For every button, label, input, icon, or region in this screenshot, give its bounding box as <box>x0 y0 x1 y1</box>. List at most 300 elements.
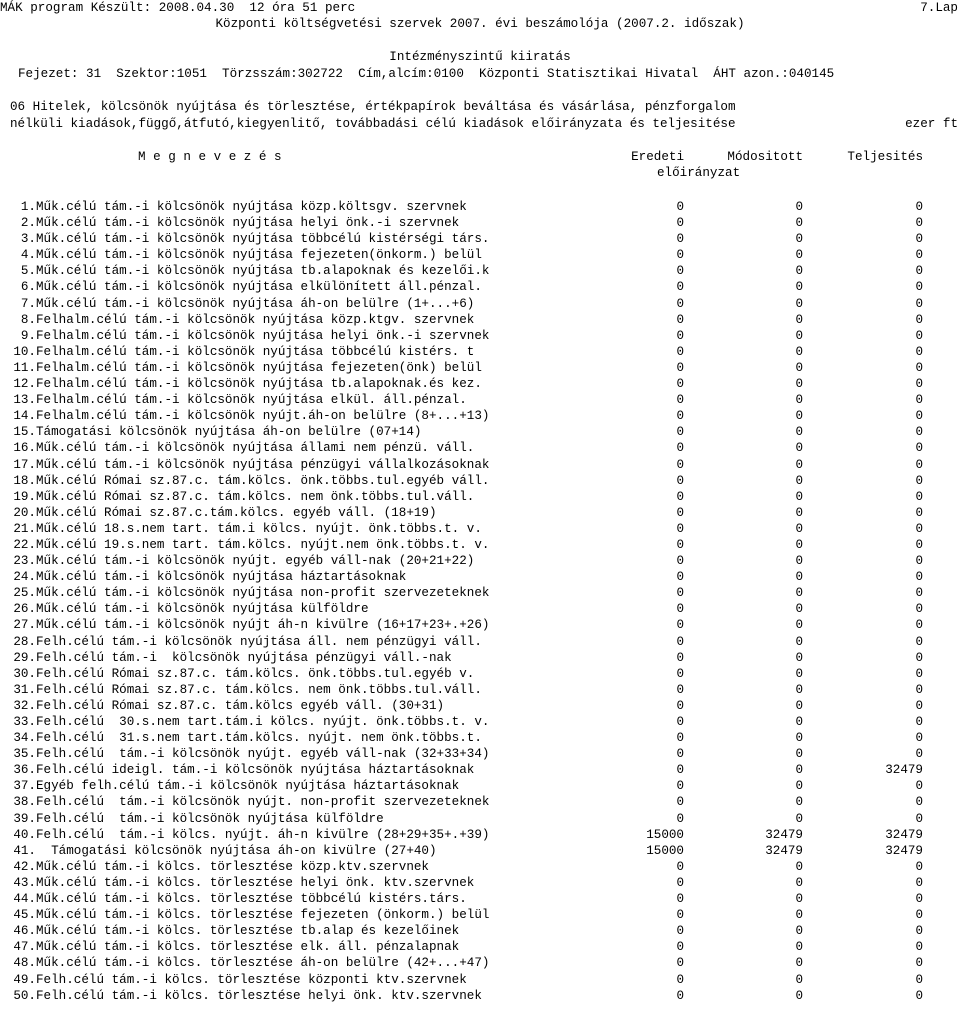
modified-value: 0 <box>795 232 803 247</box>
actual-value: 0 <box>915 731 923 746</box>
actual-value: 0 <box>915 666 923 681</box>
row-number: 27. <box>13 618 36 633</box>
actual-value: 32479 <box>885 827 923 842</box>
modified-value: 0 <box>795 747 803 762</box>
actual-value: 0 <box>915 650 923 665</box>
modified-value: 0 <box>795 650 803 665</box>
modified-value: 0 <box>795 666 803 681</box>
actual-value: 0 <box>915 602 923 617</box>
table-row <box>0 634 960 650</box>
row-number: 43. <box>13 875 36 890</box>
row-number: 19. <box>13 489 36 504</box>
row-number: 31. <box>13 682 36 697</box>
row-description: Felh.célú tám.-i kölcs. nyújt. áh-n kivülre (28+29+35+.+39) <box>36 827 490 842</box>
original-value: 0 <box>676 747 684 762</box>
table-row <box>0 698 960 714</box>
table-row <box>0 714 960 730</box>
row-number: 38. <box>13 795 36 810</box>
table-row <box>0 440 960 456</box>
original-value: 0 <box>676 393 684 408</box>
row-number: 45. <box>13 908 36 923</box>
modified-value: 0 <box>795 731 803 746</box>
section-title-2: nélküli kiadások,függő,átfutó,kiegyenlitő, továbbadási célú kiadások előirányzata és teljesitése <box>10 117 736 131</box>
row-description: Felhalm.célú tám.-i kölcsönök nyújtása többcélú kistérs. t <box>36 344 475 359</box>
table-row <box>0 666 960 682</box>
actual-value: 0 <box>915 554 923 569</box>
original-value: 0 <box>676 248 684 263</box>
table-row <box>0 875 960 891</box>
actual-value: 0 <box>915 377 923 392</box>
row-number: 30. <box>13 666 36 681</box>
table-row <box>0 585 960 601</box>
modified-value: 0 <box>795 570 803 585</box>
table-row <box>0 859 960 875</box>
row-description: Műk.célú tám.-i kölcsönök nyújt áh-n kivülre (16+17+23+.+26) <box>36 618 490 633</box>
original-value: 0 <box>676 634 684 649</box>
row-description: Egyéb felh.célú tám.-i kölcsönök nyújtása háztartásoknak <box>36 779 460 794</box>
actual-value: 0 <box>915 618 923 633</box>
original-value: 0 <box>676 795 684 810</box>
row-description: Műk.célú tám.-i kölcs. törlesztése tb.alap és kezelőinek <box>36 924 460 939</box>
original-value: 0 <box>676 875 684 890</box>
modified-value: 0 <box>795 393 803 408</box>
original-value: 0 <box>676 554 684 569</box>
modified-value: 0 <box>795 521 803 536</box>
table-row <box>0 827 960 843</box>
original-value: 0 <box>676 441 684 456</box>
row-description: Műk.célú tám.-i kölcsönök nyújtása tb.alapoknak és kezelői.k <box>36 264 490 279</box>
column-header-name: M e g n e v e z é s <box>138 150 282 164</box>
table-row <box>0 537 960 553</box>
actual-value: 0 <box>915 940 923 955</box>
original-value: 0 <box>676 666 684 681</box>
row-number: 46. <box>13 924 36 939</box>
table-row <box>0 231 960 247</box>
row-number: 23. <box>13 554 36 569</box>
table-row <box>0 215 960 231</box>
row-number: 25. <box>13 586 36 601</box>
row-description: Felh.célú 30.s.nem tart.tám.i kölcs. nyújt. önk.többs.t. v. <box>36 715 490 729</box>
table-row <box>0 279 960 295</box>
modified-value: 0 <box>795 473 803 488</box>
row-description: Támogatási kölcsönök nyújtása áh-on belülre (07+14) <box>36 425 422 440</box>
row-number: 8. <box>20 312 36 327</box>
column-header-original: Eredeti <box>631 150 684 164</box>
modified-value: 0 <box>795 200 803 214</box>
row-description: Felh.célú tám.-i kölcsönök nyújt. egyéb váll-nak (32+33+34) <box>36 747 490 762</box>
actual-value: 0 <box>915 956 923 971</box>
row-number: 37. <box>13 779 36 794</box>
row-description: Felh.célú tám.-i kölcsönök nyújt. non-profit szervezeteknek <box>36 795 490 810</box>
actual-value: 32479 <box>885 843 923 858</box>
original-value: 0 <box>676 328 684 343</box>
table-row <box>0 473 960 489</box>
original-value: 0 <box>676 409 684 424</box>
original-value: 0 <box>676 972 684 987</box>
row-number: 9. <box>20 328 36 343</box>
actual-value: 0 <box>915 892 923 907</box>
modified-value: 0 <box>795 586 803 601</box>
actual-value: 0 <box>915 328 923 343</box>
original-value: 0 <box>676 505 684 520</box>
row-number: 4. <box>20 248 36 263</box>
row-description: Felhalm.célú tám.-i kölcsönök nyújtása tb.alapoknak.és kez. <box>36 377 482 392</box>
table-row <box>0 553 960 569</box>
row-description: Műk.célú Római sz.87.c. tám.kölcs. önk.többs.tul.egyéb váll. <box>36 473 490 488</box>
row-description: Felh.célú Római sz.87.c. tám.kölcs. nem önk.többs.tul.váll. <box>36 682 482 697</box>
row-description: Műk.célú Római sz.87.c.tám.kölcs. egyéb váll. (18+19) <box>36 505 437 520</box>
row-number: 41. <box>13 843 36 858</box>
row-number: 24. <box>13 570 36 585</box>
actual-value: 0 <box>915 280 923 295</box>
table-row <box>0 907 960 923</box>
original-value: 0 <box>676 216 684 231</box>
row-description: Műk.célú tám.-i kölcs. törlesztése áh-on belülre (42+...+47) <box>36 956 490 971</box>
row-number: 49. <box>13 972 36 987</box>
actual-value: 0 <box>915 586 923 601</box>
actual-value: 0 <box>915 715 923 729</box>
row-description: Műk.célú 19.s.nem tart. tám.kölcs. nyújt.nem önk.többs.t. v. <box>36 537 490 552</box>
original-value: 0 <box>676 892 684 907</box>
row-description: Műk.célú tám.-i kölcsönök nyújtása állami nem pénzü. váll. <box>36 441 475 456</box>
original-value: 15000 <box>646 843 684 858</box>
table-row <box>0 650 960 666</box>
table-row <box>0 891 960 907</box>
row-number: 34. <box>13 731 36 746</box>
modified-value: 0 <box>795 264 803 279</box>
actual-value: 0 <box>915 859 923 874</box>
modified-value: 0 <box>795 940 803 955</box>
actual-value: 0 <box>915 795 923 810</box>
original-value: 0 <box>676 698 684 713</box>
row-number: 1. <box>20 200 36 214</box>
row-description: Műk.célú tám.-i kölcsönök nyújtása helyi önk.-i szervnek <box>36 216 460 231</box>
original-value: 0 <box>676 360 684 375</box>
modified-value: 0 <box>795 795 803 810</box>
row-description: Műk.célú tám.-i kölcs. törlesztése többcélú kistérs.társ. <box>36 892 467 907</box>
modified-value: 0 <box>795 216 803 231</box>
row-number: 21. <box>13 521 36 536</box>
actual-value: 32479 <box>885 763 923 778</box>
actual-value: 0 <box>915 972 923 987</box>
row-description: Műk.célú tám.-i kölcsönök nyújtása pénzügyi vállalkozásoknak <box>36 457 490 472</box>
modified-value: 0 <box>795 280 803 295</box>
row-number: 44. <box>13 892 36 907</box>
original-value: 0 <box>676 586 684 601</box>
row-number: 39. <box>13 811 36 826</box>
column-header-modified: Módositott <box>727 150 803 164</box>
actual-value: 0 <box>915 473 923 488</box>
actual-value: 0 <box>915 264 923 279</box>
original-value: 0 <box>676 908 684 923</box>
table-row <box>0 955 960 971</box>
modified-value: 0 <box>795 779 803 794</box>
actual-value: 0 <box>915 682 923 697</box>
original-value: 0 <box>676 232 684 247</box>
original-value: 0 <box>676 924 684 939</box>
page-number: 7.Lap <box>920 1 958 15</box>
row-number: 5. <box>20 264 36 279</box>
data-table <box>0 199 960 1004</box>
row-description: Műk.célú tám.-i kölcsönök nyújtása elkülönített áll.pénzal. <box>36 280 482 295</box>
original-value: 0 <box>676 779 684 794</box>
table-row <box>0 939 960 955</box>
table-row <box>0 972 960 988</box>
modified-value: 0 <box>795 972 803 987</box>
table-row <box>0 312 960 328</box>
original-value: 0 <box>676 682 684 697</box>
row-number: 40. <box>13 827 36 842</box>
original-value: 0 <box>676 489 684 504</box>
row-number: 29. <box>13 650 36 665</box>
section-title-1: 06 Hitelek, kölcsönök nyújtása és törlesztése, értékpapírok beváltása és vásárlása, pénzforgalom <box>10 100 736 114</box>
table-row <box>0 247 960 263</box>
row-description: Műk.célú tám.-i kölcsönök nyújtása többcélú kistérségi társ. <box>36 232 490 247</box>
row-description: Felhalm.célú tám.-i kölcsönök nyújtása elkül. áll.pénzal. <box>36 393 467 408</box>
modified-value: 0 <box>795 248 803 263</box>
table-row <box>0 199 960 215</box>
table-row <box>0 601 960 617</box>
row-description: Felh.célú ideigl. tám.-i kölcsönök nyújtása háztartásoknak <box>36 763 475 778</box>
row-description: Felh.célú tám.-i kölcsönök nyújtása pénzügyi váll.-nak <box>36 650 452 665</box>
original-value: 0 <box>676 425 684 440</box>
original-value: 0 <box>676 537 684 552</box>
modified-value: 0 <box>795 344 803 359</box>
row-number: 36. <box>13 763 36 778</box>
row-description: Műk.célú tám.-i kölcsönök nyújtása külföldre <box>36 602 369 617</box>
actual-value: 0 <box>915 537 923 552</box>
row-description: Műk.célú tám.-i kölcs. törlesztése elk. áll. pénzalapnak <box>36 940 460 955</box>
table-row <box>0 794 960 810</box>
row-description: Támogatási kölcsönök nyújtása áh-on kivülre (27+40) <box>36 843 437 858</box>
row-number: 11. <box>13 360 36 375</box>
actual-value: 0 <box>915 216 923 231</box>
actual-value: 0 <box>915 875 923 890</box>
original-value: 0 <box>676 264 684 279</box>
row-description: Felhalm.célú tám.-i kölcsönök nyújtása helyi önk.-i szervnek <box>36 328 490 343</box>
original-value: 0 <box>676 570 684 585</box>
row-description: Felh.célú tám.-i kölcs. törlesztése helyi önk. ktv.szervnek <box>36 988 482 1003</box>
actual-value: 0 <box>915 988 923 1003</box>
actual-value: 0 <box>915 924 923 939</box>
original-value: 0 <box>676 618 684 633</box>
original-value: 0 <box>676 296 684 311</box>
row-description: Műk.célú tám.-i kölcsönök nyújtása háztartásoknak <box>36 570 407 585</box>
unit-label: ezer ft <box>905 117 958 131</box>
row-number: 10. <box>13 344 36 359</box>
row-description: Felhalm.célú tám.-i kölcsönök nyújt.áh-on belülre (8+...+13) <box>36 409 490 424</box>
row-number: 13. <box>13 393 36 408</box>
modified-value: 0 <box>795 698 803 713</box>
actual-value: 0 <box>915 779 923 794</box>
actual-value: 0 <box>915 360 923 375</box>
modified-value: 0 <box>795 924 803 939</box>
row-number: 22. <box>13 537 36 552</box>
actual-value: 0 <box>915 811 923 826</box>
row-number: 20. <box>13 505 36 520</box>
modified-value: 0 <box>795 409 803 424</box>
actual-value: 0 <box>915 698 923 713</box>
table-row <box>0 376 960 392</box>
original-value: 0 <box>676 811 684 826</box>
table-row <box>0 682 960 698</box>
table-row <box>0 489 960 505</box>
original-value: 0 <box>676 859 684 874</box>
row-description: Műk.célú tám.-i kölcsönök nyújtása fejezeten(önkorm.) belül <box>36 248 482 263</box>
modified-value: 0 <box>795 425 803 440</box>
actual-value: 0 <box>915 393 923 408</box>
table-row <box>0 843 960 859</box>
row-number: 12. <box>13 377 36 392</box>
modified-value: 0 <box>795 312 803 327</box>
modified-value: 0 <box>795 554 803 569</box>
table-row <box>0 730 960 746</box>
row-number: 48. <box>13 956 36 971</box>
modified-value: 0 <box>795 988 803 1003</box>
row-number: 14. <box>13 409 36 424</box>
actual-value: 0 <box>915 457 923 472</box>
actual-value: 0 <box>915 248 923 263</box>
row-description: Műk.célú tám.-i kölcsönök nyújt. egyéb váll-nak (20+21+22) <box>36 554 475 569</box>
report-title: Központi költségvetési szervek 2007. évi beszámolója (2007.2. időszak) <box>215 17 745 31</box>
original-value: 15000 <box>646 827 684 842</box>
row-number: 32. <box>13 698 36 713</box>
original-value: 0 <box>676 200 684 214</box>
table-row <box>0 408 960 424</box>
actual-value: 0 <box>915 908 923 923</box>
modified-value: 0 <box>795 489 803 504</box>
original-value: 0 <box>676 763 684 778</box>
actual-value: 0 <box>915 505 923 520</box>
original-value: 0 <box>676 731 684 746</box>
modified-value: 0 <box>795 602 803 617</box>
original-value: 0 <box>676 457 684 472</box>
actual-value: 0 <box>915 441 923 456</box>
row-number: 50. <box>13 988 36 1003</box>
original-value: 0 <box>676 473 684 488</box>
modified-value: 0 <box>795 875 803 890</box>
row-number: 35. <box>13 747 36 762</box>
table-row <box>0 778 960 794</box>
row-number: 42. <box>13 859 36 874</box>
row-number: 16. <box>13 441 36 456</box>
row-number: 2. <box>20 216 36 231</box>
original-value: 0 <box>676 940 684 955</box>
row-number: 15. <box>13 425 36 440</box>
modified-value: 0 <box>795 859 803 874</box>
row-description: Felh.célú tám.-i kölcsönök nyújtása áll. nem pénzügyi váll. <box>36 634 482 649</box>
row-number: 47. <box>13 940 36 955</box>
row-number: 26. <box>13 602 36 617</box>
modified-value: 32479 <box>765 843 803 858</box>
chapter-line: Fejezet: 31 Szektor:1051 Törzsszám:302722 Cím,alcím:0100 Központi Statisztikai Hivatal ÁHT azon.:040145 <box>18 67 835 81</box>
table-row <box>0 762 960 778</box>
table-row <box>0 457 960 473</box>
row-description: Felhalm.célú tám.-i kölcsönök nyújtása közp.ktgv. szervnek <box>36 312 475 327</box>
actual-value: 0 <box>915 296 923 311</box>
actual-value: 0 <box>915 200 923 214</box>
modified-value: 0 <box>795 296 803 311</box>
modified-value: 0 <box>795 892 803 907</box>
row-number: 6. <box>20 280 36 295</box>
original-value: 0 <box>676 521 684 536</box>
table-row <box>0 923 960 939</box>
row-description: Műk.célú tám.-i kölcsönök nyújtása áh-on belülre (1+...+6) <box>36 296 475 311</box>
actual-value: 0 <box>915 312 923 327</box>
column-header-subtitle: előirányzat <box>657 166 741 180</box>
actual-value: 0 <box>915 634 923 649</box>
modified-value: 0 <box>795 811 803 826</box>
table-row <box>0 263 960 279</box>
row-description: Felh.célú tám.-i kölcs. törlesztése központi ktv.szervnek <box>36 972 467 987</box>
row-number: 17. <box>13 457 36 472</box>
actual-value: 0 <box>915 521 923 536</box>
row-number: 7. <box>20 296 36 311</box>
table-row <box>0 505 960 521</box>
table-row <box>0 424 960 440</box>
table-row <box>0 360 960 376</box>
modified-value: 0 <box>795 634 803 649</box>
table-row <box>0 988 960 1004</box>
row-description: Felh.célú tám.-i kölcsönök nyújtása külföldre <box>36 811 384 826</box>
modified-value: 0 <box>795 908 803 923</box>
modified-value: 32479 <box>765 827 803 842</box>
actual-value: 0 <box>915 570 923 585</box>
row-description: Műk.célú tám.-i kölcsönök nyújtása non-profit szervezeteknek <box>36 586 490 601</box>
row-number: 3. <box>20 232 36 247</box>
row-description: Műk.célú tám.-i kölcs. törlesztése közp.ktv.szervnek <box>36 859 429 874</box>
table-row <box>0 392 960 408</box>
row-number: 28. <box>13 634 36 649</box>
row-description: Műk.célú tám.-i kölcs. törlesztése helyi önk. ktv.szervnek <box>36 875 475 890</box>
original-value: 0 <box>676 602 684 617</box>
row-number: 33. <box>13 715 36 729</box>
row-description: Felh.célú Római sz.87.c. tám.kölcs egyéb váll. (30+31) <box>36 698 445 713</box>
table-row <box>0 746 960 762</box>
actual-value: 0 <box>915 425 923 440</box>
table-row <box>0 811 960 827</box>
actual-value: 0 <box>915 747 923 762</box>
modified-value: 0 <box>795 328 803 343</box>
row-description: Felh.célú 31.s.nem tart.tám.kölcs. nyújt. nem önk.többs.t. <box>36 731 482 746</box>
modified-value: 0 <box>795 360 803 375</box>
original-value: 0 <box>676 280 684 295</box>
row-description: Műk.célú Római sz.87.c. tám.kölcs. nem önk.többs.tul.váll. <box>36 489 475 504</box>
original-value: 0 <box>676 650 684 665</box>
original-value: 0 <box>676 312 684 327</box>
actual-value: 0 <box>915 489 923 504</box>
program-info: MÁK program Készült: 2008.04.30 12 óra 51 perc <box>0 1 356 15</box>
report-subtitle: Intézményszintű kiiratás <box>389 50 571 64</box>
row-description: Műk.célú 18.s.nem tart. tám.i kölcs. nyújt. önk.többs.t. v. <box>36 521 482 536</box>
original-value: 0 <box>676 956 684 971</box>
modified-value: 0 <box>795 505 803 520</box>
table-row <box>0 344 960 360</box>
original-value: 0 <box>676 377 684 392</box>
table-row <box>0 617 960 633</box>
actual-value: 0 <box>915 409 923 424</box>
modified-value: 0 <box>795 618 803 633</box>
modified-value: 0 <box>795 377 803 392</box>
modified-value: 0 <box>795 956 803 971</box>
row-description: Felh.célú Római sz.87.c. tám.kölcs. önk.többs.tul.egyéb v. <box>36 666 475 681</box>
row-number: 18. <box>13 473 36 488</box>
column-header-actual: Teljesités <box>847 150 923 164</box>
modified-value: 0 <box>795 763 803 778</box>
modified-value: 0 <box>795 441 803 456</box>
original-value: 0 <box>676 715 684 729</box>
row-description: Műk.célú tám.-i kölcsönök nyújtása közp.költsgv. szervnek <box>36 200 467 214</box>
